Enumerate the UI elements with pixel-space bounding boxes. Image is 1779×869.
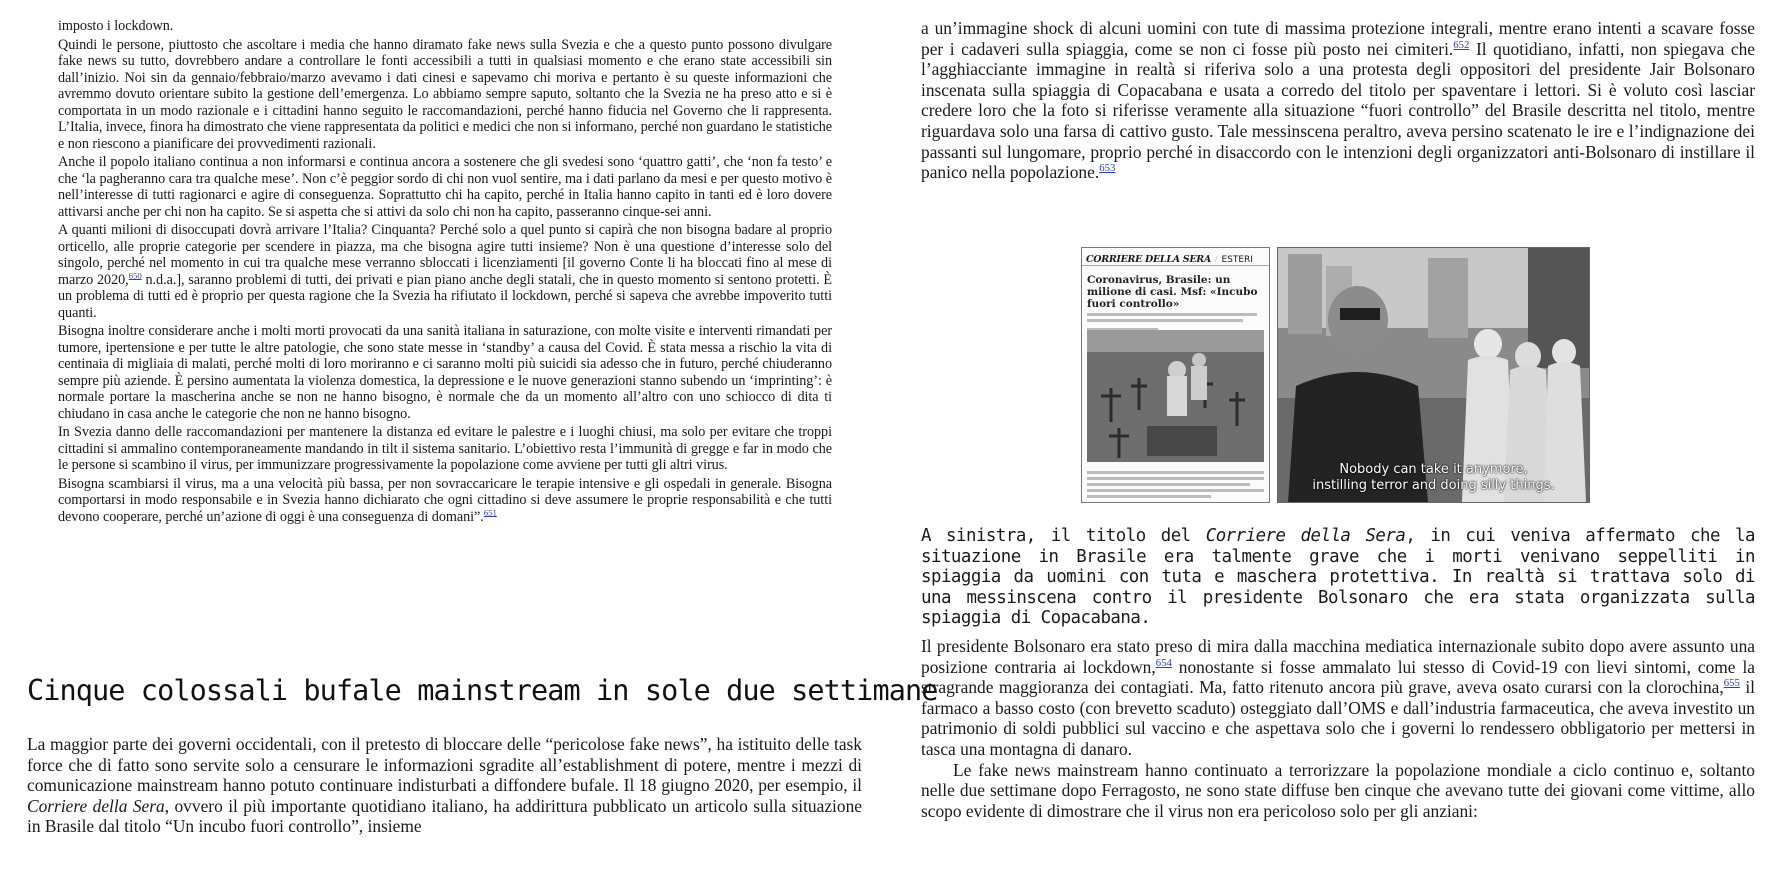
caption-text: A sinistra, il titolo del Corriere della Sera, in cui veniva affermato che la situazione in Brasile era talmente grave che i morti venivano seppelliti in spiaggia da uomini con tuta e maschera protettiva. In realtà si trattava solo di una messinscena contro il presidente Bolsonaro che era stata organizzata sulla spiaggia di Copacabana. <box>921 526 1755 629</box>
quote-paragraph: imposto i lockdown. <box>58 18 174 34</box>
quote-paragraph: In Svezia danno delle raccomandazioni per mantenere la distanza ed evitare le palestre e i luoghi chiusi, ma solo per evitare che troppi cittadini si ammalino contemporaneamente mandando in tilt il sistema sanitario. L’obiettivo resta l’immunità di gregge e far in modo che le persone si scambino il virus, per immunizzare progressivamente la popolazione come avviene per tutti gli altri virus. <box>58 424 832 473</box>
section-heading: Cinque colossali bufale mainstream in sole due settimane <box>27 674 938 707</box>
newspaper-section: ESTERI <box>1221 255 1253 265</box>
quote-paragraph: Bisogna inoltre considerare anche i molti morti provocati da una sanità italiana in saturazione, con molte visite e interventi rimandati per tumore, ipertensione e per tutte le altre patologie, che sono state messe in ‘standby’ a causa del Covid. È stata messa a rischio la vita di centinaia di migliaia di malati, perché molti di loro moriranno e ci saranno molti più suicidi sia adesso che in futuro, perché chiuderanno sempre più aziende. È persino aumentata la violenza domestica, la depressione e le nuove generazioni stanno subendo un ‘imprinting’: è normale portare la mascherina anche se non ne hanno bisogno, è normale che da un momento all’altro con uno schiocco di dita ti chiudano in casa anche le categorie che non ne hanno bisogno. <box>58 323 832 422</box>
body-paragraph: La maggior parte dei governi occidentali, con il pretesto di bloccare delle “pericolose fake news”, ha istituito delle task force che di fatto sono servite solo a censurare le informazioni sgradite all’establishment di potere, mentre i mezzi di comunicazione mainstream hanno potuto continuare indisturbati a diffondere bufale. Il 18 giugno 2020, per esempio, il Corriere della Sera, ovvero il più importante quotidiano italiano, ha addirittura pubblicato un articolo sulla situazione in Brasile dal titolo “Un incubo fuori controllo”, insieme <box>27 734 862 837</box>
protest-video-still <box>1277 247 1590 503</box>
newspaper-header: CORRIERE DELLA SERA / ESTERI <box>1082 248 1269 266</box>
newspaper-footer-lines <box>1087 468 1264 501</box>
footnote-655-link[interactable]: 655 <box>1723 677 1740 690</box>
newspaper-logo: CORRIERE DELLA SERA <box>1086 254 1211 265</box>
newspaper-clipping <box>1081 247 1270 503</box>
figure <box>1081 247 1589 503</box>
beach-graves-photo <box>1087 330 1264 462</box>
quote-paragraph: A quanti milioni di disoccupati dovrà arrivare l’Italia? Cinquanta? Perché solo a quel punto si capirà che non bisogna badare al proprio orticello, alle proprie categorie per scendere in piazza, ma che bisogna agire tutti insieme? Non è una questione d’interesse solo del singolo, perché nel momento in cui tra qualche mese verranno sbloccati i licenziamenti [il governo Conte li ha bloccati fino al mese di marzo 2020,$^{650}$ n.d.a.], saranno problemi di tutti, dei privati e pian piano anche degli statali, che in questo momento si sentono protetti. È un problema di tutti ed è proprio per questa ragione che la Svezia ha rifiutato il lockdown, perché si sapeva che avrebbe impoverito tutti quanti. <box>58 222 832 321</box>
body-paragraph: Le fake news mainstream hanno continuato a terrorizzare la popolazione mondiale a ciclo continuo e, soltanto nelle due settimane dopo Ferragosto, ne sono state diffuse ben cinque che avevano tutte dei giovani come vittime, allo scopo evidente di dimostrare che il virus non era pericoloso solo per gli anziani: <box>921 759 1755 821</box>
footnote-651-link[interactable]: 651 <box>483 506 497 517</box>
video-subtitle: Nobody can take it anymore, instilling terror and doing silly things. <box>1312 462 1555 493</box>
newspaper-text-lines <box>1087 313 1264 331</box>
quote-paragraph: Anche il popolo italiano continua a non informarsi e continua ancora a sostenere che gli svedesi sono ‘quattro gatti’, che ‘non fa testo’ e che ‘la pagheranno cara tra qualche mese’. Non c’è peggior sordo di chi non vuol sentire, ma i dati parlano da mesi e per questo motivo è nell’interesse di tutti ragionarci e agire di conseguenza. Soprattutto chi ha capito, perché in Italia hanno capito in tanti ed è loro dovere attivarsi anche per chi non ha capito. Se si aspetta che si attivi da solo chi non ha capito, passeranno cinque-sei anni. <box>58 154 832 220</box>
quote-block <box>58 18 832 525</box>
figure-caption <box>921 526 1755 629</box>
body-paragraph: a un’immagine shock di alcuni uomini con tute di massima protezione integrali, mentre erano intenti a scavare fosse per i cadaveri sulla spiaggia, come se non ci fosse più posto nei cimiteri.$^{652}$ Il quotidiano, infatti, non spiegava che l’agghiacciante immagine in realtà si riferiva solo a una protesta degli oppositori del presidente Jair Bolsonaro inscenata sulla spiaggia di Copacabana e usata a corredo del titolo per spaventare i lettori. Si è voluto così lasciar credere loro che la foto si riferisse veramente alla situazione “fuori controllo” del Brasile descritta nel titolo, mentre riguardava solo una farsa di cattivo gusto. Tale messinscena peraltro, aveva persino scatenato le ire e l’indignazione dei passanti sul lungomare, proprio perché in disaccordo con le intenzioni degli organizzatori anti-Bolsonaro di instillare il panico nella popolazione.$^{653}$ <box>921 18 1756 183</box>
body-paragraph: Il presidente Bolsonaro era stato preso di mira dalla macchina mediatica internazionale subito dopo avere assunto una posizione contraria ai lockdown,$^{654}$ nonostante si fosse ammalato lui stesso di Covid-19 con lievi sintomi, come la stragrande maggioranza dei contagiati. Ma, fatto ritenuto ancora più grave, aveva osato curarsi con la clorochina,$^{655}$ il farmaco a basso costo (con brevetto scaduto) osteggiato dall’OMS e dall’industria farmaceutica, che aveva investito un patrimonio di soldi pubblici sul vaccino e che aspettava solo che i governi lo rendessero obbligatorio per mettersi in tasca una montagna di danaro. <box>921 636 1755 759</box>
footnote-650-link[interactable]: 650 <box>128 269 142 280</box>
right-column-bottom <box>921 636 1755 821</box>
section-body-left <box>27 734 862 837</box>
footnote-654-link[interactable]: 654 <box>1155 656 1172 669</box>
newspaper-headline: Coronavirus, Brasile: un milione di casi. Msf: «Incubo fuori controllo» <box>1087 274 1258 310</box>
quote-paragraph: Bisogna scambiarsi il virus, ma a una velocità più bassa, per non sovraccaricare le terapie intensive e gli ospedali in generale. Bisogna comportarsi in modo responsabile e in Svezia hanno dichiarato che ogni cittadino si deve assumere le proprie responsabilità e che tutti devono cooperare, perché un’azione di oggi è una conseguenza di domani”.$^{651}$ <box>58 475 832 525</box>
right-column-top <box>921 18 1755 183</box>
quote-paragraph: Quindi le persone, piuttosto che ascoltare i media che hanno diramato fake news sulla Svezia e che a questo punto possono divulgare fake news su tutto, dovrebbero andare a controllare le fonti accessibili a tutti in qualsiasi momento e che erano state accessibili sin dall’inizio. Noi sin da gennaio/febbraio/marzo avevamo i dati cinesi e sapevamo chi moriva e pertanto è su queste informazioni che avremmo dovuto orientare subito la gestione dell’emergenza. Lo abbiamo sempre saputo, soltanto che la Svezia ne ha preso atto e si è comportata in un modo razionale e i cittadini hanno seguito le raccomandazioni, perché hanno fiducia nel Governo che li rappresenta. L’Italia, invece, finora ha dimostrato che viene rappresentata da politici e medici che non si informano, perché non guardano le statistiche e non riescono a pianificare dei provvedimenti razionali. <box>58 36 832 152</box>
footnote-652-link[interactable]: 652 <box>1453 38 1470 51</box>
footnote-653-link[interactable]: 653 <box>1099 162 1116 175</box>
